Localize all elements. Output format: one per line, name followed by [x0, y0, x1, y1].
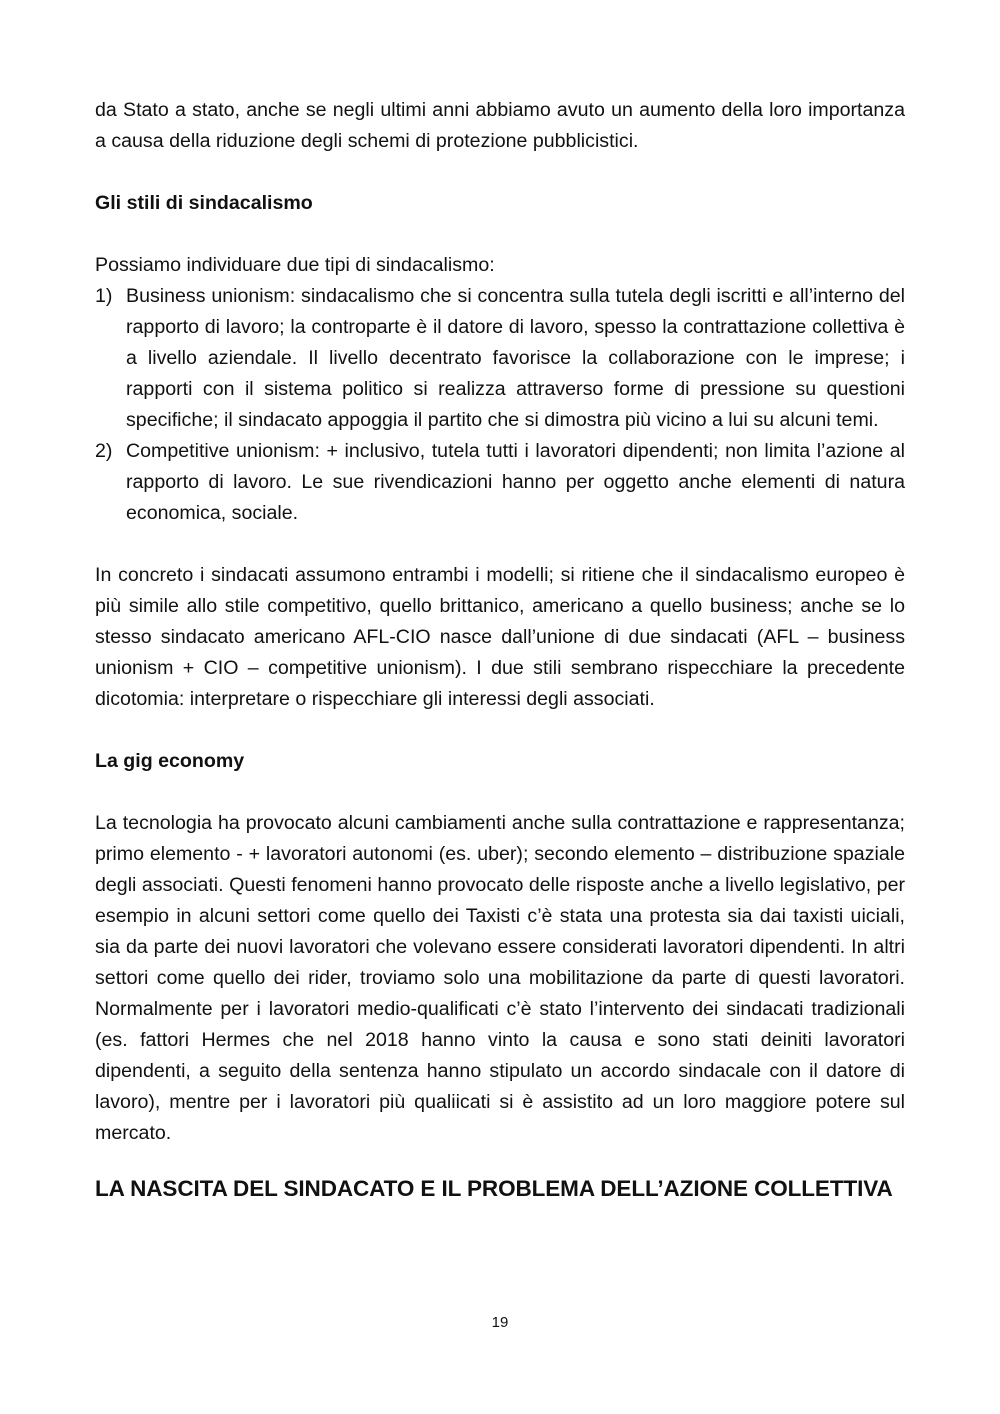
list-item-text: Competitive unionism: + inclusivo, tutela tutti i lavoratori dipendenti; non limita l’azione al rapporto di lavoro. Le sue rivendicazioni hanno per oggetto anche elementi di natura economica, sociale. — [126, 440, 905, 524]
gig-economy-paragraph: La tecnologia ha provocato alcuni cambiamenti anche sulla contrattazione e rappresentanza; primo elemento - + lavoratori autonomi (es. uber); secondo elemento – distribuzione spaziale degli associati. Questi fenomeni hanno provocato delle risposte anche a livello legislativo, per esempio in alcuni settori come quello dei Taxisti c’è stata una protesta sia dai taxisti uiciali, sia da parte dei nuovi lavoratori che volevano essere considerati lavoratori dipendenti. In altri settori come quello dei rider, troviamo solo una mobilitazione da parte di questi lavoratori. Normalmente per i lavoratori medio-qualificati c’è stato l’intervento dei sindacati tradizionali (es. fattori Hermes che nel 2018 hanno vinto la causa e sono stati deiniti lavoratori dipendenti, a seguito della sentenza hanno stipulato un accordo sindacale con il datore di lavoro), mentre per i lavoratori più qualiicati si è assistito ad un loro maggiore potere sul mercato. — [95, 812, 905, 1144]
list-item — [95, 436, 905, 529]
section-heading-styles: Gli stili di sindacalismo — [95, 192, 313, 214]
spacer — [95, 777, 905, 808]
spacer — [95, 715, 905, 746]
intro-paragraph: da Stato a stato, anche se negli ultimi anni abbiamo avuto un aumento della loro importanza a causa della riduzione degli schemi di protezione pubblicistici. — [95, 99, 905, 152]
styles-conclusion-paragraph: In concreto i sindacati assumono entrambi i modelli; si ritiene che il sindacalismo europeo è più simile allo stile competitivo, quello brittanico, americano a quello business; anche se lo stesso sindacato americano AFL-CIO nasce dall’unione di due sindacati (AFL – business unionism + CIO – competitive unionism). I due stili sembrano rispecchiare la precedente dicotomia: interpretare o rispecchiare gli interessi degli associati. — [95, 564, 905, 710]
list-item-number: 2) — [95, 440, 113, 462]
spacer — [95, 219, 905, 250]
unionism-types-list — [95, 281, 905, 529]
page-content — [95, 95, 905, 1205]
styles-lead-paragraph: Possiamo individuare due tipi di sindacalismo: — [95, 254, 495, 276]
list-item-number: 1) — [95, 285, 113, 307]
section-heading-gig-economy: La gig economy — [95, 750, 245, 772]
page-number: 19 — [491, 1314, 509, 1331]
spacer — [95, 529, 905, 560]
list-item — [95, 281, 905, 436]
chapter-heading: LA NASCITA DEL SINDACATO E IL PROBLEMA DELL’AZIONE COLLETTIVA — [95, 1176, 893, 1201]
list-item-text: Business unionism: sindacalismo che si concentra sulla tutela degli iscritti e all’interno del rapporto di lavoro; la controparte è il datore di lavoro, spesso la contrattazione collettiva è a livello aziendale. Il livello decentrato favorisce la collaborazione con le imprese; i rapporti con il sistema politico si realizza attraverso forme di pressione su questioni specifiche; il sindacato appoggia il partito che si dimostra più vicino a lui su alcuni temi. — [126, 285, 905, 431]
spacer — [95, 157, 905, 188]
